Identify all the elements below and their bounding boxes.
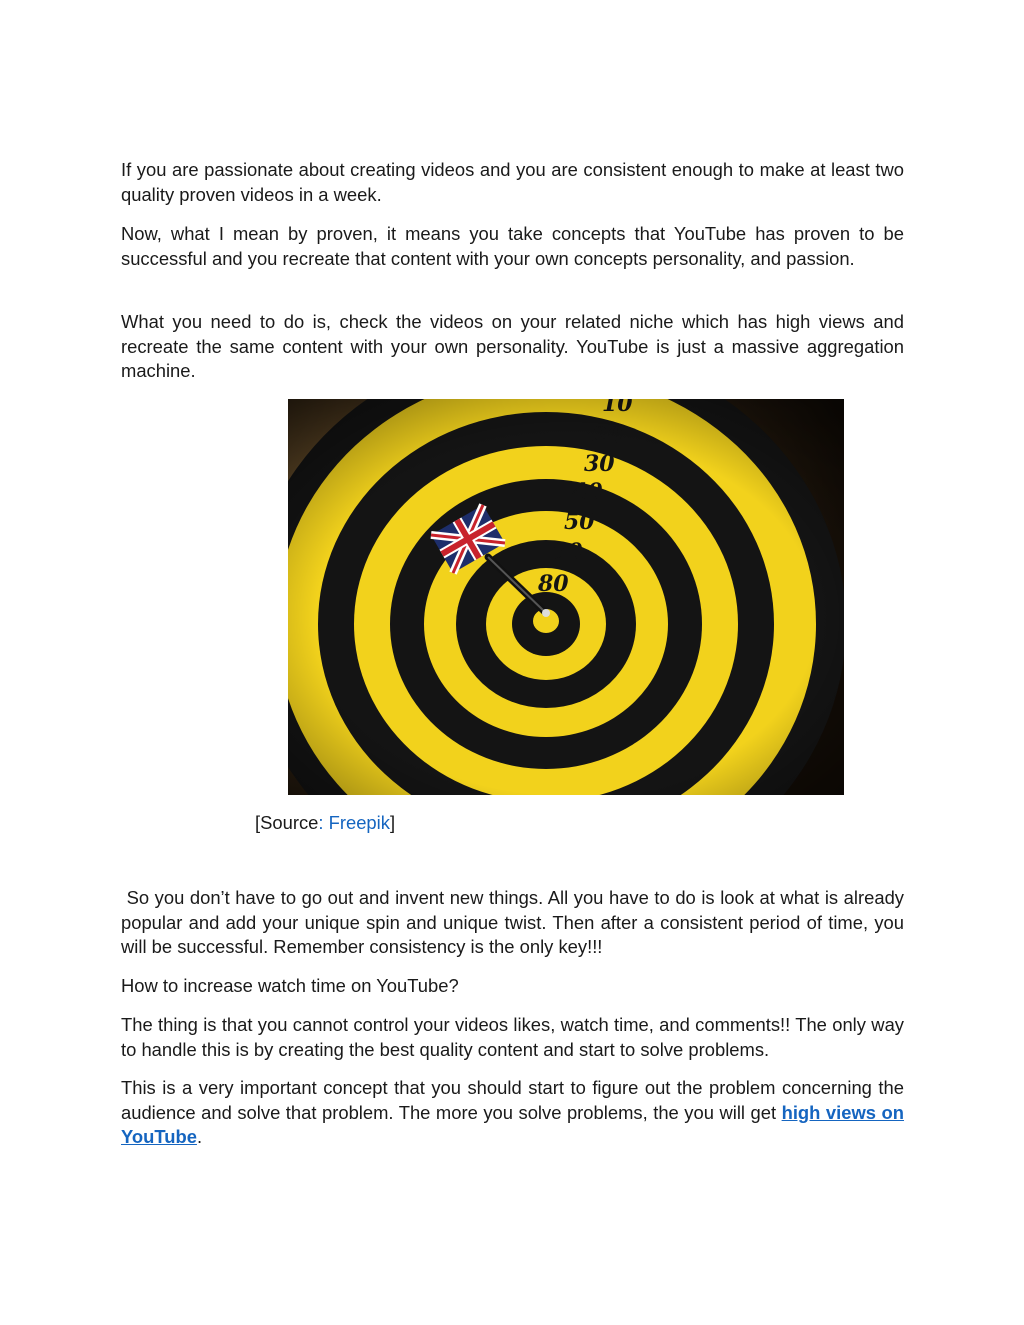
paragraph-concept-end: . [196, 1126, 203, 1148]
paragraph-popular [121, 886, 904, 960]
dartboard-photo [288, 399, 844, 795]
section-heading: How to increase watch time on YouTube? [121, 975, 459, 996]
paragraph-proven: Now, what I mean by proven, it means you take concepts that YouTube has proven to be successful and you recreate that content with your own concepts personality, and passion. [121, 223, 904, 269]
paragraph-niche: What you need to do is, check the videos on your related niche which has high views and recreate the same content with your own personality. YouTube is just a massive aggregation machine. [121, 311, 904, 382]
paragraph-control: The thing is that you cannot control your videos likes, watch time, and comments!! The only way to handle this is by creating the best quality content and start to solve problems. [121, 1014, 904, 1060]
image-caption [255, 811, 395, 835]
paragraph-concept [121, 1076, 904, 1150]
high-views-link[interactable]: high views on YouTube [121, 1101, 904, 1148]
paragraph-concept-text: This is a very important concept that you should start to figure out the problem concerning the audience and solve that problem. The more you solve problems, the you will get [121, 1077, 904, 1123]
freepik-link[interactable]: : Freepik [318, 812, 390, 833]
paragraph-intro: If you are passionate about creating videos and you are consistent enough to make at least two quality proven videos in a week. [121, 159, 904, 205]
caption-close: ] [389, 812, 396, 833]
caption-open: [Source [255, 812, 319, 833]
paragraph-popular-text: So you don’t have to go out and invent new things. All you have to do is look at what is already popular and add your unique spin and unique twist. Then after a consistent period of time, you will be successful. Remember consistency is the only key!!! [121, 887, 904, 958]
